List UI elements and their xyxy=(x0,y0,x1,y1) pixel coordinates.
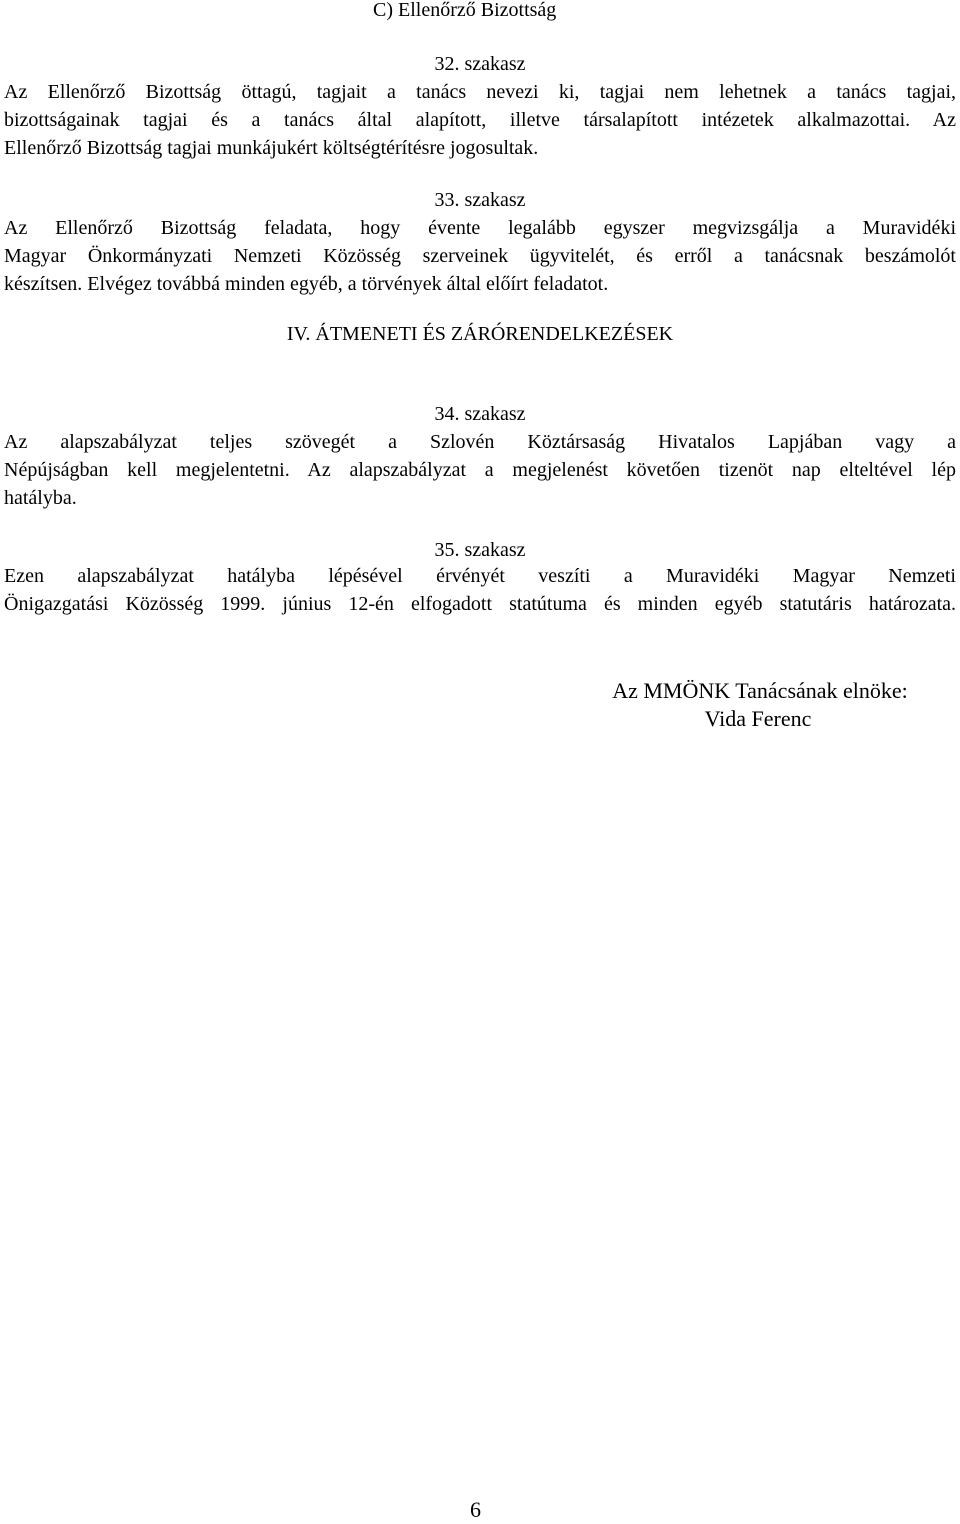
section-heading-33: 33. szakasz xyxy=(434,189,526,211)
signature-role: Az MMÖNK Tanácsának elnöke: xyxy=(612,678,908,703)
paragraph-line: Az alapszabályzat teljes szövegét a Szlovén Köztársaság Hivatalos Lapjában vagy a xyxy=(4,431,956,453)
paragraph-line: Ezen alapszabályzat hatályba lépésével érvényét veszíti a Muravidéki Magyar Nemzeti xyxy=(4,565,956,587)
part-title: IV. ÁTMENETI ÉS ZÁRÓRENDELKEZÉSEK xyxy=(286,323,674,345)
section-heading-34: 34. szakasz xyxy=(434,403,526,425)
signature-name: Vida Ferenc xyxy=(704,706,812,731)
paragraph-line: Az Ellenőrző Bizottság öttagú, tagjait a tanács nevezi ki, tagjai nem lehetnek a tanács tagjai, xyxy=(4,81,956,103)
paragraph-line: Magyar Önkormányzati Nemzeti Közösség szerveinek ügyvitelét, és erről a tanácsnak beszámolót xyxy=(4,245,956,267)
section-title: C) Ellenőrző Bizottság xyxy=(373,0,557,21)
paragraph-line: hatályba. xyxy=(4,487,77,509)
paragraph-line: Az Ellenőrző Bizottság feladata, hogy évente legalább egyszer megvizsgálja a Muravidéki xyxy=(4,217,956,239)
paragraph-line: Népújságban kell megjelentetni. Az alapszabályzat a megjelenést követően tizenöt nap elteltével lép xyxy=(4,459,956,481)
paragraph-line: Önigazgatási Közösség 1999. június 12-én elfogadott statútuma és minden egyéb statutáris határozata. xyxy=(4,593,956,615)
section-heading-35: 35. szakasz xyxy=(434,539,526,561)
page-number: 6 xyxy=(470,1497,481,1522)
paragraph-line: bizottságainak tagjai és a tanács által alapított, illetve társalapított intézetek alkalmazottai. Az xyxy=(4,109,956,131)
section-heading-32: 32. szakasz xyxy=(434,53,526,75)
paragraph-line: Ellenőrző Bizottság tagjai munkájukért költségtérítésre jogosultak. xyxy=(4,137,539,159)
paragraph-line: készítsen. Elvégez továbbá minden egyéb, a törvények által előírt feladatot. xyxy=(4,273,609,295)
